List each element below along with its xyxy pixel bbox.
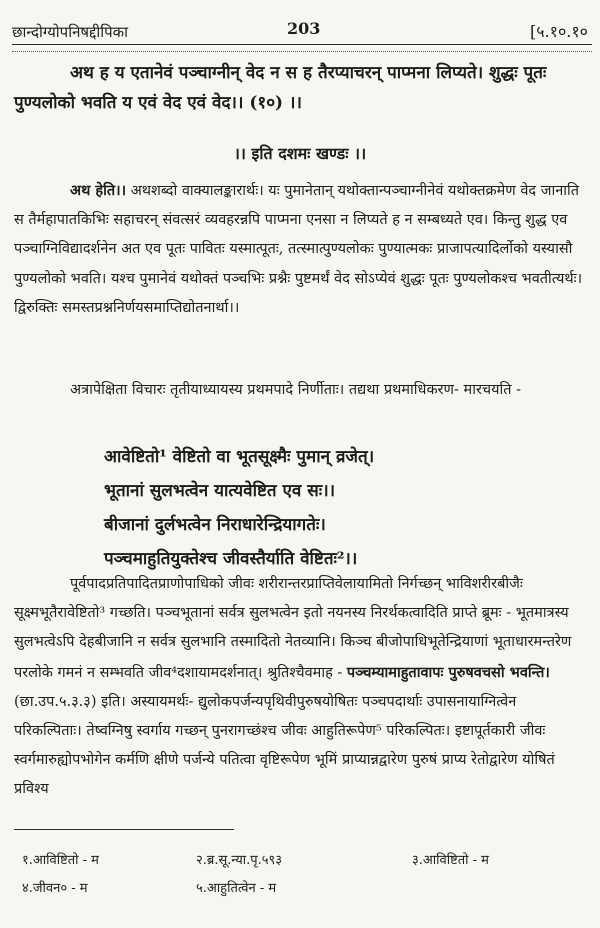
footnote-2: २.ब्र.सू.न्या.पृ.५९३	[196, 853, 283, 868]
footnote-5: ५.आहुतित्वेन - म	[196, 881, 277, 896]
shruti-quote: पञ्चम्यामाहुतावापः पुरुषवचसो भवन्ति।	[346, 663, 550, 681]
section-end-marker: ।। इति दशमः खण्डः ।।	[233, 144, 367, 163]
commentary-paragraph	[14, 176, 588, 323]
footnote-4: ४.जीवन० - म	[22, 881, 88, 896]
explanation-text-1: पूर्वपादप्रतिपादितप्राणोपाधिको जीवः शरीरान्तरप्राप्तिवेलायामितो निर्गच्छन् भाविशरीरबीजैः सूक्ष्मभूतैरावेष्टितो³ गच्छति। पञ्चभूतानां सर्वत्र सुलभत्वेन इतो नयनस्य निरर्थकत्वादिति प्राप्ते ब्रूमः - भूतमात्रस्य सुलभत्वेऽपि देहबीजानि न सर्वत्र सुलभानि तस्मादितो नेतव्यानि। किञ्च बीजोपाधिभूतेन्द्रियाणां भूताधारमन्तरेण परलोके गमनं न सम्भवति जीव⁴दशायामदर्शनात्। श्रुतिश्चैवमाह -	[14, 576, 572, 681]
intro-paragraph	[14, 376, 588, 405]
commentary-lead: अथ हेति।।	[70, 182, 127, 199]
commentary-text: अथशब्दो वाक्यालङ्कारार्थः। यः पुमानेतान् यथोक्तान्पञ्चाग्नीनेवं यथोक्तक्रमेण वेद जानाति स तैर्महापातकिभिः सहाचरन् संवत्सरं व्यवहरन्नपि पाप्मना एनसा न लिप्यते ह न सम्बध्यते एव। किन्तु शुद्ध एव पञ्चाग्निविद्यादर्शनेन अत एव पूतः पावितः यस्मात्पूतः, तत्स्मात्पुण्यलोकः पुण्यात्मकः प्राजापत्यादिर्लोको यस्यासौ पुण्यलोको भवति। यश्च पुमानेवं यथोक्तं पञ्चभिः प्रश्नैः पुष्टमर्थं वेद सोऽप्येवं शुद्धः पूतः पुण्यलोकश्च भवतीत्यर्थः। द्विरुक्तिः समस्तप्रश्ननिर्णयसमाप्तिद्योतनार्था।।	[14, 183, 583, 316]
intro-text: अत्रापेक्षिता विचारः तृतीयाध्यायस्य प्रथमपादे निर्णीताः। तद्यथा प्रथमाधिकरण- मारचयति -	[70, 382, 522, 398]
verse-line: भूतानां सुलभत्वेन यात्यवेष्टित एव सः।।	[104, 481, 336, 501]
header-dotted-rule	[12, 51, 592, 52]
verse-line: बीजानां दुर्लभत्वेन निराधारेन्द्रियागतेः।	[104, 515, 326, 535]
section-reference: [५.१०.१०	[529, 22, 588, 41]
mantra-text: अथ ह य एतानेवं पञ्चाग्नीन् वेद न स ह तैरप्याचरन् पाप्मना लिप्यते। शुद्धः पूतः पुण्यलोको भवति य एवं वेद एवं वेद।। (१०) ।।	[14, 63, 547, 113]
verse-line: पञ्चमाहुतियुक्तेश्च जीवस्तैर्याति वेष्टितः²।।	[104, 549, 358, 569]
mantra-block	[14, 58, 586, 118]
explanation-text-2: (छा.उप.५.३.३) इति। अस्यायमर्थः- द्युलोकपर्जन्यपृथिवीपुरुषयोषितः पञ्चपदार्थाः उपासनायाग्नित्वेन परिकल्पिताः। तेष्वग्निषु स्वर्गाय गच्छन् पुनरागच्छंश्च जीवः आहुतिरूपेण⁵ परिकल्पितः। इष्टापूर्तकारी जीवः स्वर्गमारुह्योपभोगेन कर्मणि क्षीणे पर्जन्ये पतित्वा वृष्टिरूपेण भूमिं प्राप्यान्नद्वारेण पुरुषं प्राप्य रेतोद्वारेण योषितं प्रविश्य	[14, 693, 555, 798]
footnote-1: १.आविष्टितो - म	[22, 853, 99, 868]
footnote-rule	[14, 829, 234, 830]
page-number: 203	[287, 19, 321, 38]
footnote-3: ३.आविष्टितो - म	[412, 853, 489, 868]
verse-block	[104, 440, 584, 576]
verse-line: आवेष्टितो¹ वेष्टितो वा भूतसूक्ष्मैः पुमान् व्रजेत्।	[104, 447, 375, 467]
running-title: छान्दोग्योपनिषद्दीपिका	[12, 23, 129, 41]
page-header	[0, 0, 600, 46]
header-rule	[12, 44, 592, 45]
explanation-paragraph	[14, 570, 588, 805]
